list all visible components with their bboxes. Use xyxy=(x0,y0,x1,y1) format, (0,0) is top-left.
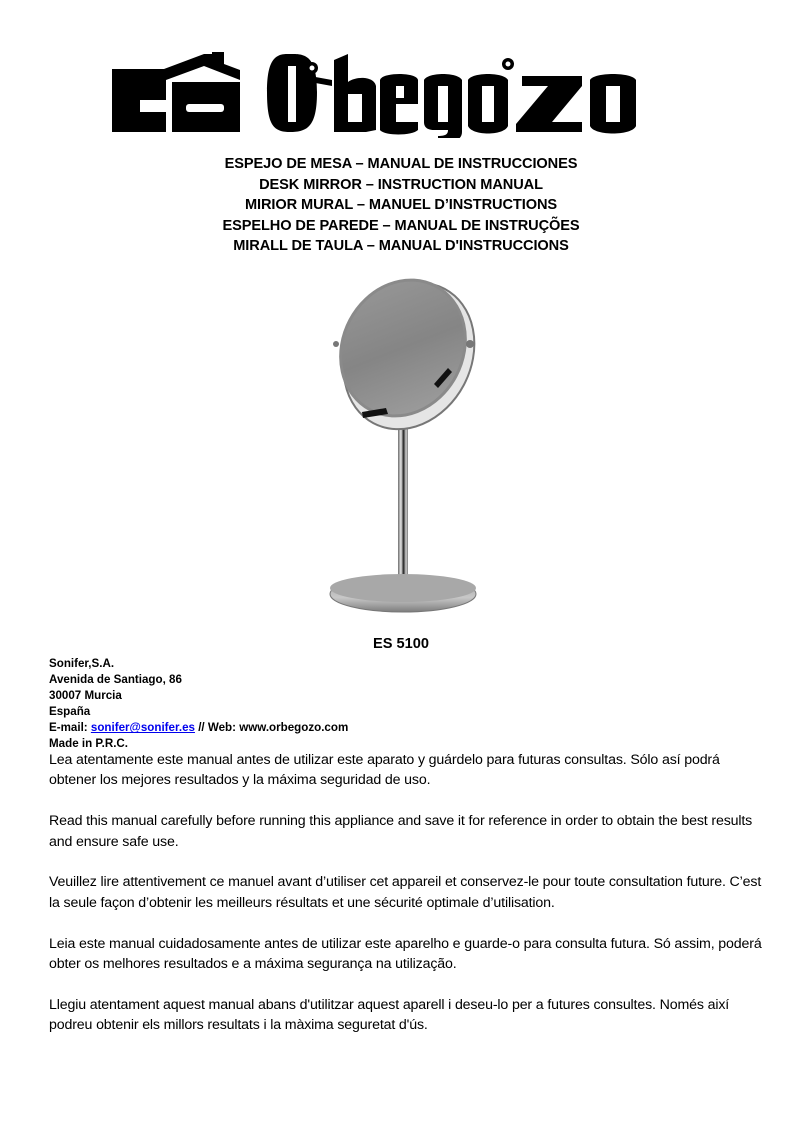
model-number: ES 5100 xyxy=(373,636,429,652)
notice-ca: Llegiu atentament aquest manual abans d'utilitzar aquest aparell i deseu-lo per a futures consultes. Només així podreu obtenir els millors resultats i la màxima seguretat d'ús. xyxy=(49,996,730,1034)
notice-fr: Veuillez lire attentivement ce manuel avant d’utiliser cet appareil et conservez-le pour toute consultation future. C’est la seule façon d’obtenir les meilleurs résultats et une sécurité optimale d’utilisation. xyxy=(49,874,762,911)
contact-line xyxy=(49,720,348,736)
notice-pt: Leia este manual cuidadosamente antes de utilizar este aparelho e guarde-o para consulta futura. Só assim, poderá obter os melhores resultados e a máxima segurança na utilização. xyxy=(49,935,762,973)
brand-logo xyxy=(112,46,690,138)
title-ca: MIRALL DE TAULA – MANUAL D'INSTRUCCIONS xyxy=(233,238,569,254)
origin: Made in P.R.C. xyxy=(49,737,129,751)
email-link[interactable]: sonifer@sonifer.es xyxy=(90,721,195,735)
title-en: DESK MIRROR – INSTRUCTION MANUAL xyxy=(259,176,543,193)
title-fr: MIRIOR MURAL – MANUEL D’INSTRUCTIONS xyxy=(244,197,558,213)
desk-mirror-photo xyxy=(318,268,488,618)
notice-en: Read this manual carefully before running this appliance and save it for reference in order to obtain the best results and ensure safe use. xyxy=(49,813,753,850)
notice-es: Lea atentamente este manual antes de utilizar este aparato y guárdelo para futuras consultas. Sólo así podrá obtener los mejores resultados y la máxima seguridad de uso. xyxy=(49,752,720,789)
brand-wordmark xyxy=(267,54,636,138)
company-name: Sonifer,S.A. xyxy=(49,657,115,670)
street-address: Avenida de Santiago, 86 xyxy=(49,673,182,687)
manual-titles xyxy=(0,154,802,257)
email-label: E-mail: xyxy=(49,721,91,735)
title-es: ESPEJO DE MESA – MANUAL DE INSTRUCCIONES xyxy=(224,156,578,172)
web-text: // Web: www.orbegozo.com xyxy=(194,721,349,735)
title-pt: ESPELHO DE PAREDE – MANUAL DE INSTRUÇÕES xyxy=(222,217,580,234)
country: España xyxy=(49,705,91,719)
city: 30007 Murcia xyxy=(49,689,122,703)
company-address xyxy=(49,656,348,753)
usage-notices xyxy=(49,750,769,1056)
house-logo-icon xyxy=(112,52,240,132)
